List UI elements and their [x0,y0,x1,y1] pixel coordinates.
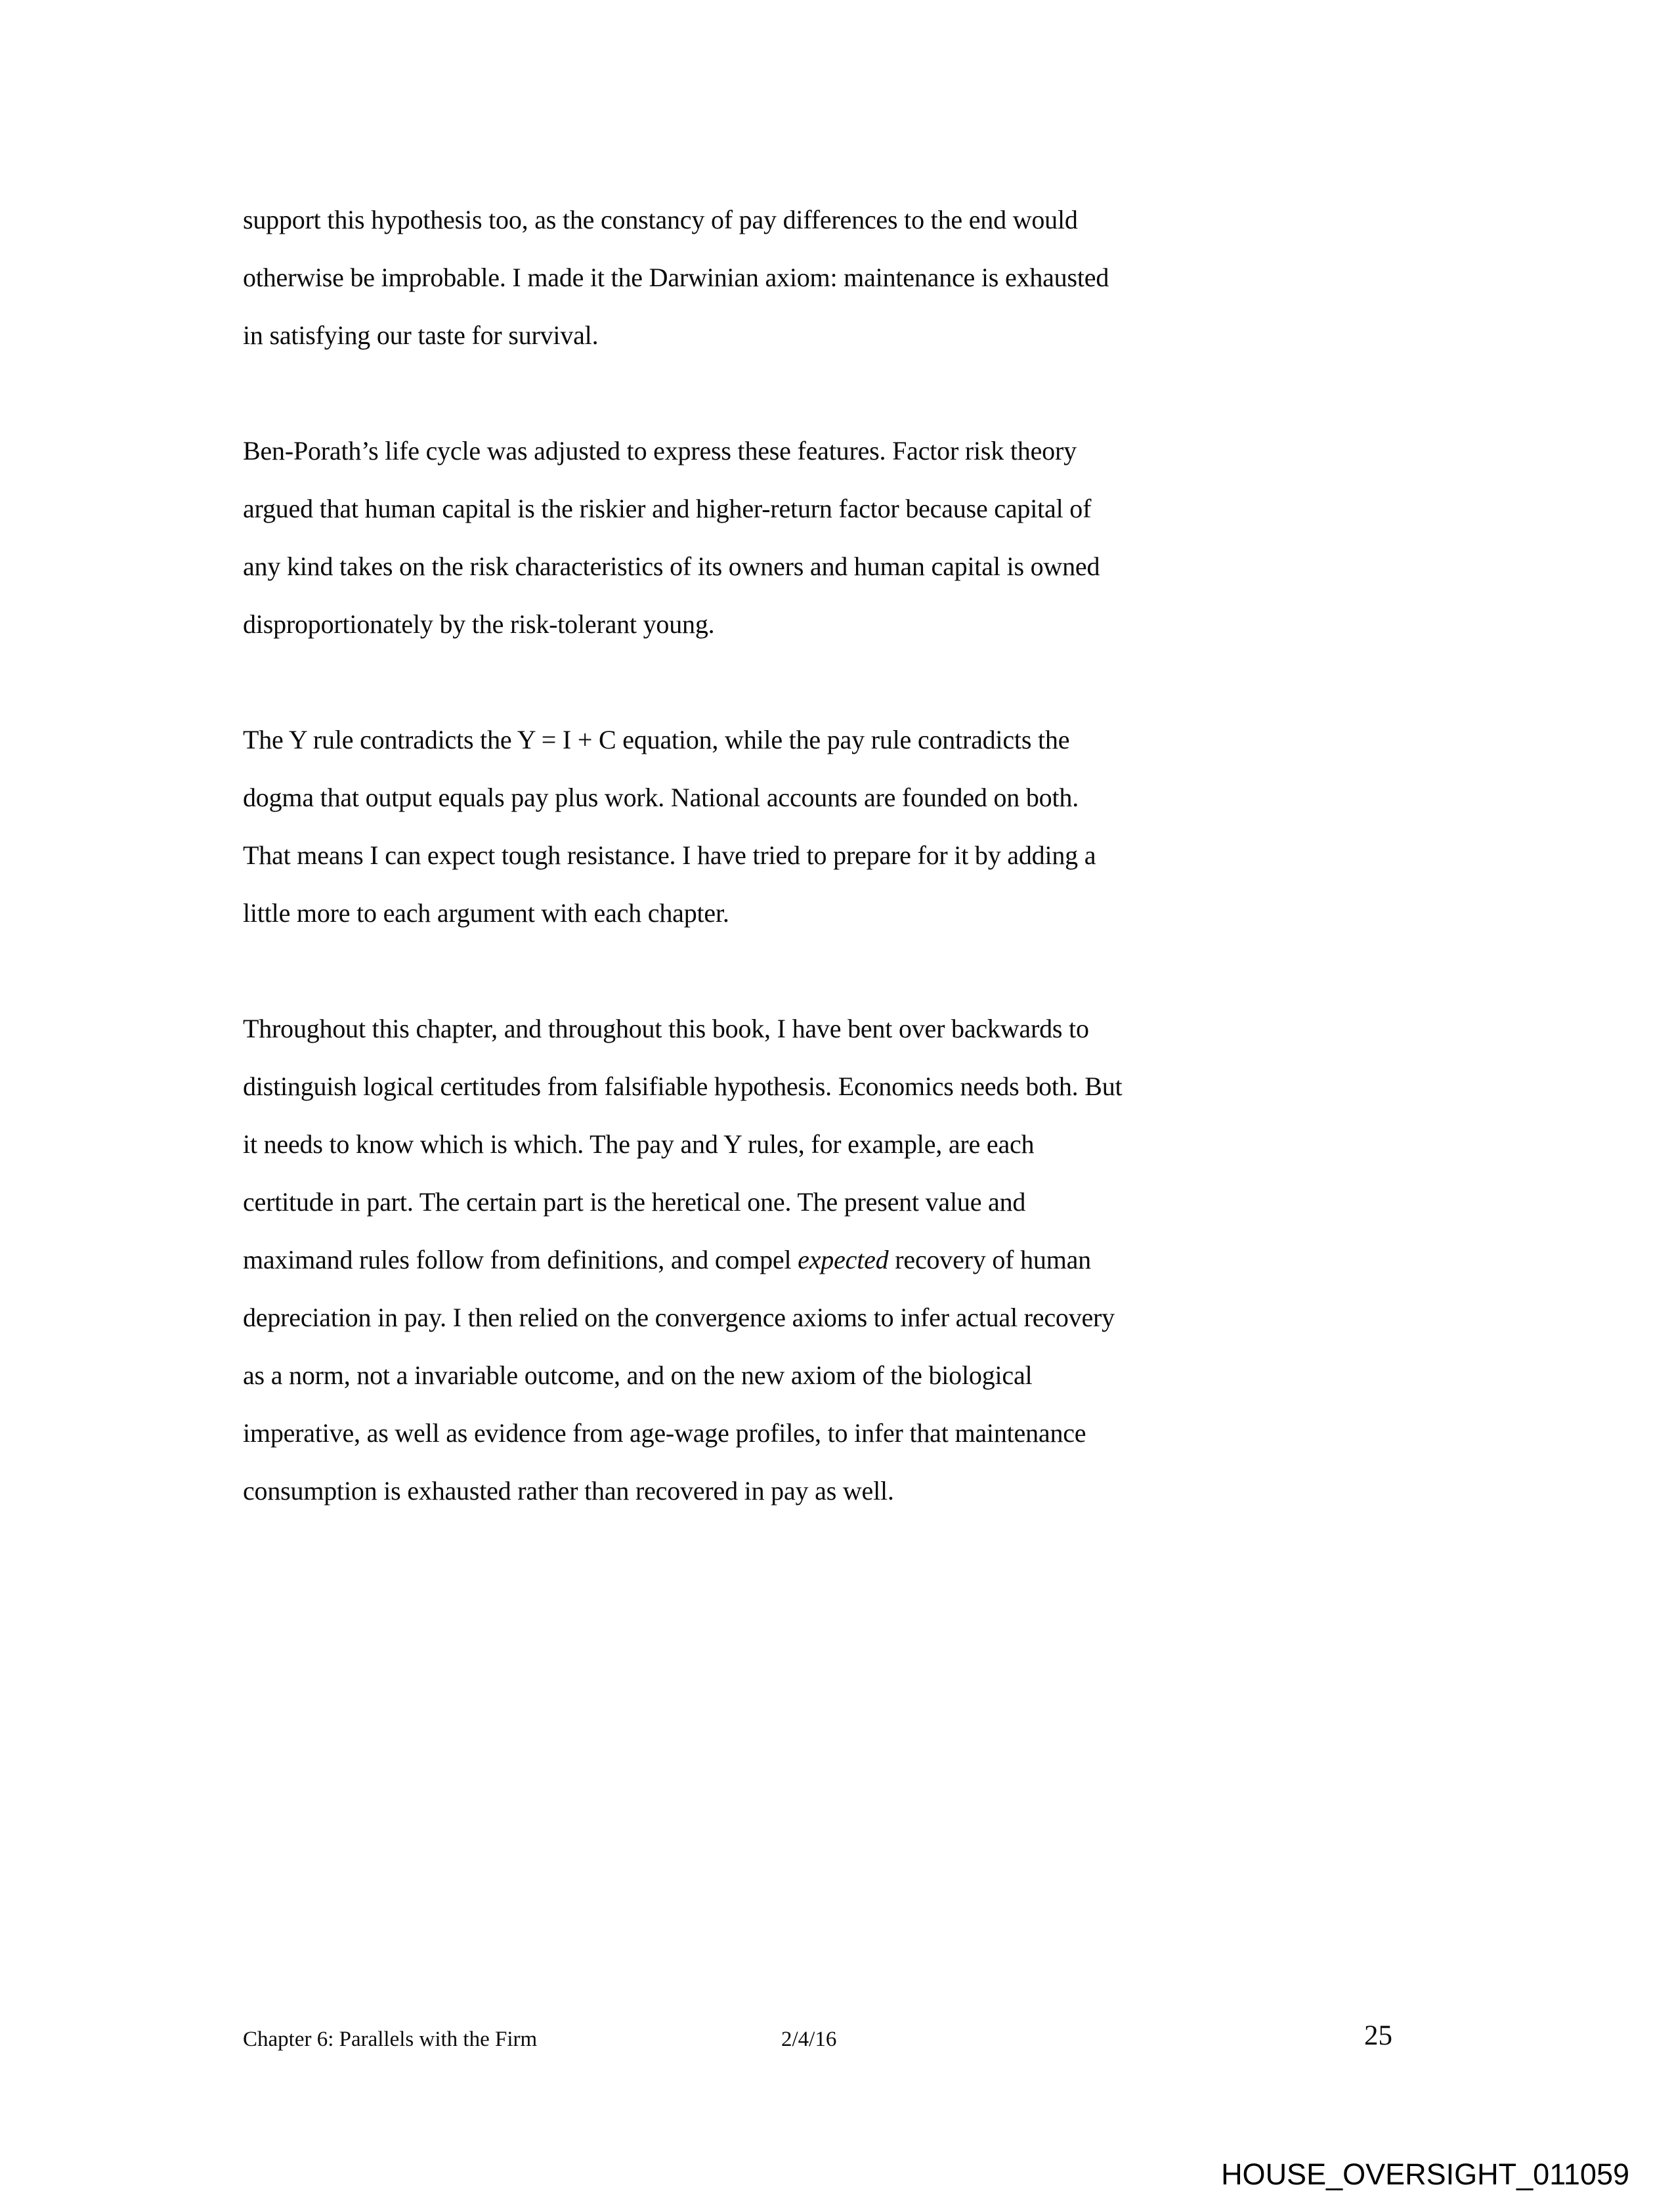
text-segment: That means I can expect tough resistance. I have tried to prepare for it by adding a [243,840,1096,870]
italic-text: expected [798,1245,889,1274]
text-segment: Ben-Porath’s life cycle was adjusted to express these features. Factor risk theory [243,436,1077,466]
bates-stamp: HOUSE_OVERSIGHT_011059 [1221,2158,1629,2191]
text-line [243,1462,1438,1520]
text-segment: Throughout this chapter, and throughout this book, I have bent over backwards to [243,1014,1089,1043]
paragraph [243,191,1438,364]
text-segment: any kind takes on the risk characteristics of its owners and human capital is owned [243,552,1100,581]
text-segment: certitude in part. The certain part is the heretical one. The present value and [243,1187,1026,1217]
text-segment: imperative, as well as evidence from age-wage profiles, to infer that maintenance [243,1418,1086,1448]
text-segment: recovery of human [888,1245,1091,1274]
text-segment: it needs to know which is which. The pay and Y rules, for example, are each [243,1129,1035,1159]
text-line [243,1347,1438,1404]
text-line [243,1289,1438,1347]
text-segment: support this hypothesis too, as the constancy of pay differences to the end would [243,205,1078,234]
text-line [243,596,1438,653]
text-line [243,538,1438,596]
paragraph [243,711,1438,942]
text-line [243,1231,1438,1289]
footer-date: 2/4/16 [781,2028,837,2051]
text-segment: distinguish logical certitudes from falsifiable hypothesis. Economics needs both. But [243,1072,1123,1101]
text-segment: otherwise be improbable. I made it the Darwinian axiom: maintenance is exhausted [243,263,1109,292]
text-line [243,884,1438,942]
text-segment: maximand rules follow from definitions, and compel [243,1245,798,1274]
text-segment: argued that human capital is the riskier and higher-return factor because capital of [243,494,1092,523]
text-line [243,480,1438,538]
footer-chapter-title: Chapter 6: Parallels with the Firm [243,2028,538,2051]
text-segment: disproportionately by the risk-tolerant young. [243,609,715,639]
text-segment: as a norm, not a invariable outcome, and on the new axiom of the biological [243,1360,1033,1390]
document-body [243,191,1438,1578]
text-segment: consumption is exhausted rather than recovered in pay as well. [243,1476,894,1506]
text-line [243,307,1438,364]
text-segment: depreciation in pay. I then relied on the convergence axioms to infer actual recovery [243,1303,1115,1332]
page-number: 25 [1364,2020,1392,2051]
text-line [243,769,1438,827]
paragraph [243,422,1438,653]
paragraph [243,1000,1438,1520]
text-segment: The Y rule contradicts the Y = I + C equation, while the pay rule contradicts the [243,725,1070,754]
text-line [243,1404,1438,1462]
text-segment: little more to each argument with each chapter. [243,898,729,928]
text-line [243,827,1438,884]
text-line [243,711,1438,769]
text-line [243,1000,1438,1058]
text-line [243,249,1438,307]
text-line [243,191,1438,249]
text-line [243,422,1438,480]
text-line [243,1173,1438,1231]
text-line [243,1116,1438,1173]
text-segment: in satisfying our taste for survival. [243,320,599,350]
text-line [243,1058,1438,1116]
text-segment: dogma that output equals pay plus work. National accounts are founded on both. [243,783,1079,812]
